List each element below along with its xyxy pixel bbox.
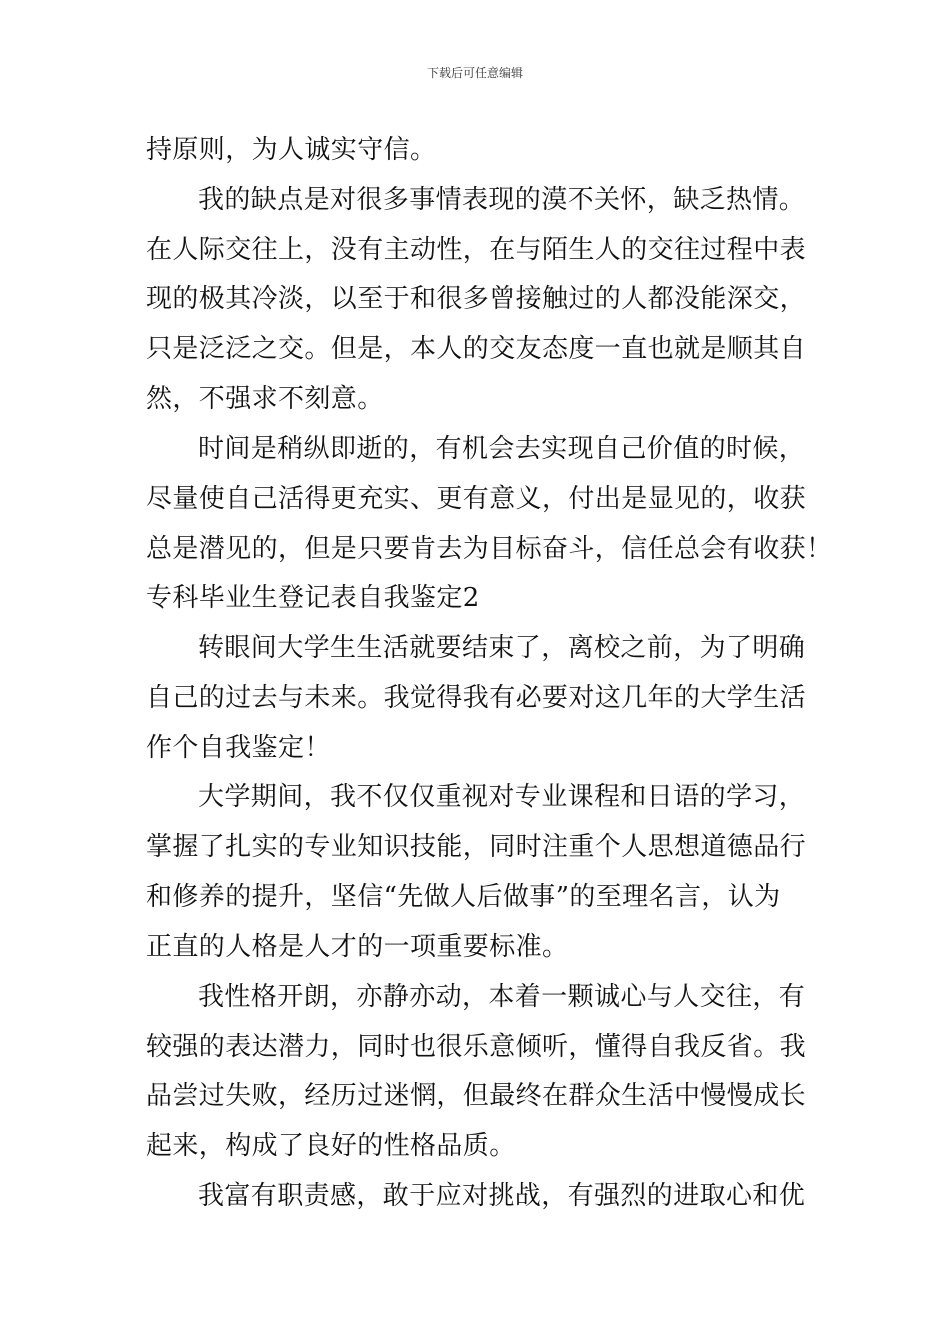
- text-line: 起来，构成了良好的性格品质。: [146, 1131, 516, 1161]
- text-line: 自己的过去与未来。我觉得我有必要对这几年的大学生活: [146, 683, 807, 713]
- text-line: 和修养的提升，坚信“先做人后做事”的至理名言，认为: [146, 882, 781, 912]
- paragraph-start-line: 我富有职责感，敢于应对挑战，有强烈的进取心和优: [198, 1181, 806, 1211]
- text-line: 总是潜见的，但是只要肯去为目标奋斗，信任总会有收获！: [146, 534, 833, 564]
- page-header-note: 下载后可任意编辑: [426, 66, 523, 80]
- text-line: 在人际交往上，没有主动性，在与陌生人的交往过程中表: [146, 235, 807, 265]
- paragraph-start-line: 我的缺点是对很多事情表现的漠不关怀，缺乏热情。: [198, 185, 806, 215]
- text-line: 品尝过失败，经历过迷惘，但最终在群众生活中慢慢成长: [146, 1081, 807, 1111]
- paragraph-start-line: 我性格开朗，亦静亦动，本着一颗诚心与人交往，有: [198, 982, 806, 1012]
- text-line: 持原则，为人诚实守信。: [146, 135, 437, 165]
- text-line: 较强的表达潜力，同时也很乐意倾听，懂得自我反省。我: [146, 1032, 807, 1062]
- text-line: 然，不强求不刻意。: [146, 384, 384, 414]
- text-line: 掌握了扎实的专业知识技能，同时注重个人思想道德品行: [146, 832, 807, 862]
- section-heading: 专科毕业生登记表自我鉴定2: [146, 583, 480, 613]
- text-line: 现的极其冷淡，以至于和很多曾接触过的人都没能深交，: [146, 284, 807, 314]
- text-line: 作个自我鉴定！: [146, 733, 331, 763]
- text-line: 只是泛泛之交。但是，本人的交友态度一直也就是顺其自: [146, 334, 807, 364]
- text-line: 尽量使自己活得更充实、更有意义，付出是显见的，收获: [146, 484, 807, 514]
- paragraph-start-line: 大学期间，我不仅仅重视对专业课程和日语的学习，: [198, 782, 806, 812]
- paragraph-start-line: 时间是稍纵即逝的，有机会去实现自己价值的时候，: [198, 434, 806, 464]
- text-line: 正直的人格是人才的一项重要标准。: [146, 932, 569, 962]
- paragraph-start-line: 转眼间大学生生活就要结束了，离校之前，为了明确: [198, 633, 806, 663]
